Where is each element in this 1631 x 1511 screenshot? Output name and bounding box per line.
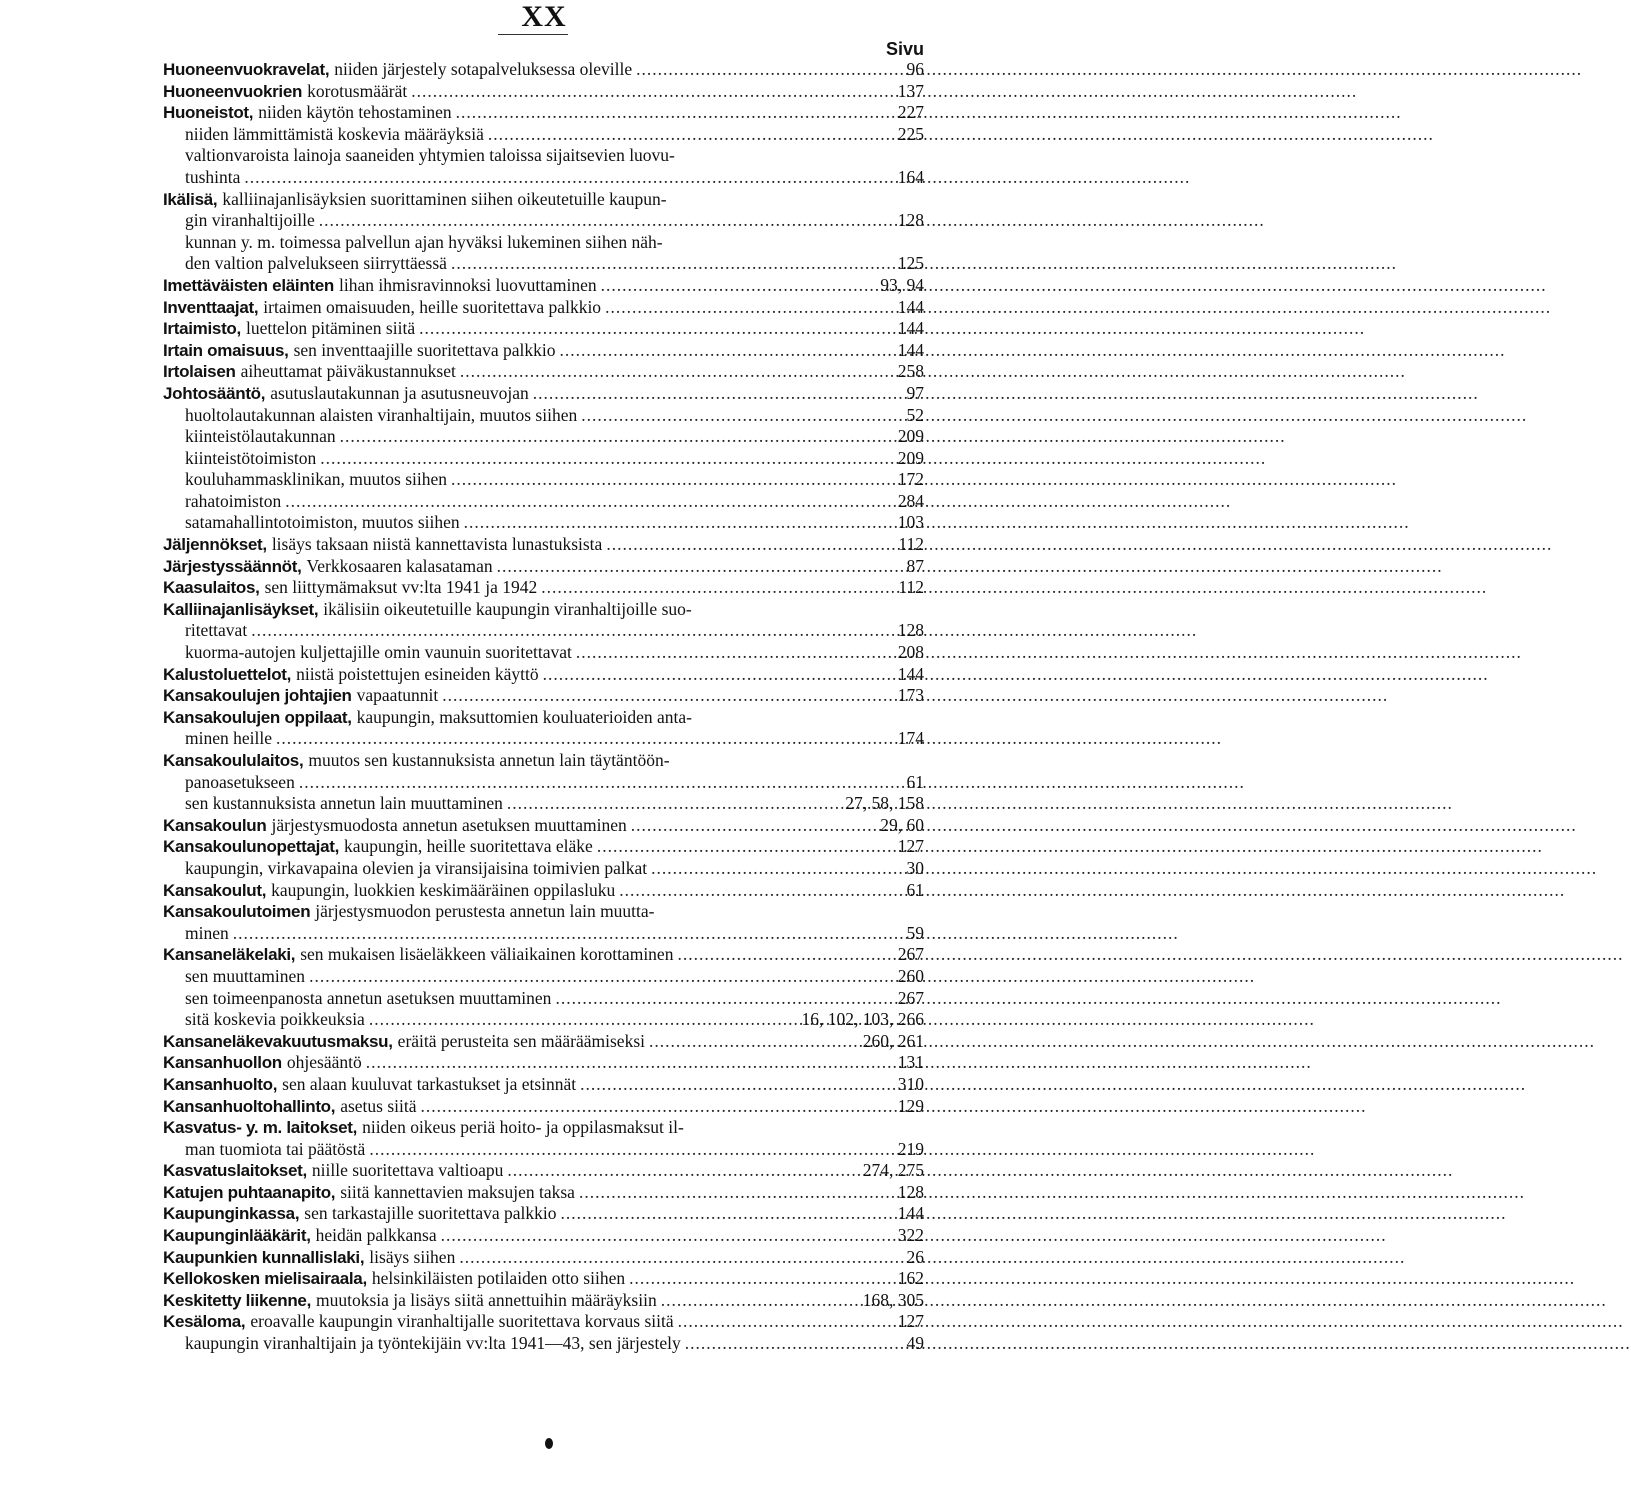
entry-pages: 284 (897, 490, 924, 511)
dot-leader (560, 1203, 893, 1225)
entry-term: Ikälisä, (163, 189, 218, 209)
index-entry (163, 1074, 924, 1096)
entry-pages: 172 (897, 469, 924, 490)
entry-term: Huoneistot, (163, 103, 254, 123)
index-subentry (163, 966, 924, 988)
index-entry (163, 1247, 924, 1269)
dot-leader (319, 210, 894, 232)
index-entry (163, 1268, 924, 1290)
index-entry (163, 577, 924, 599)
index-entry (163, 599, 924, 621)
entry-pages: 144 (897, 296, 924, 317)
entry-text: eroavalle kaupungin viranhaltijalle suoritettava korvaus siitä (250, 1311, 674, 1332)
dot-leader (685, 1333, 903, 1355)
entry-term: Kasvatuslaitokset, (163, 1161, 307, 1181)
entry-text: sen toimeenpanosta annetun asetuksen muuttaminen (185, 987, 552, 1008)
entry-text: sen tarkastajille suoritettava palkkio (304, 1203, 557, 1224)
index-entry-continuation (163, 167, 924, 189)
index-subentry (163, 793, 924, 815)
entry-pages: 129 (897, 1095, 924, 1116)
entry-text: ohjesääntö (286, 1052, 362, 1073)
dot-leader (369, 1009, 798, 1031)
index-subentry (163, 512, 924, 534)
index-entry (163, 836, 924, 858)
index-subentry (163, 858, 924, 880)
entry-pages: 162 (897, 1268, 924, 1289)
entry-pages: 310 (897, 1073, 924, 1094)
entry-term: Jäljennökset, (163, 535, 267, 555)
entry-text: asutuslautakunnan ja asutusneuvojan (270, 382, 529, 403)
dot-leader (497, 556, 903, 578)
index-entry (163, 944, 924, 966)
entry-pages: 322 (897, 1225, 924, 1246)
index-subentry (163, 1009, 924, 1031)
dot-leader (411, 81, 894, 103)
dot-leader (631, 815, 877, 837)
index-entry (163, 880, 924, 902)
entry-text: minen (185, 922, 229, 943)
dot-leader (309, 966, 894, 988)
index-entry-continuation (163, 923, 924, 945)
index-subentry (163, 988, 924, 1010)
entry-text: järjestysmuodosta annetun asetuksen muuttaminen (271, 814, 627, 835)
dot-leader (651, 858, 902, 880)
entry-text: tushinta (185, 166, 241, 187)
index-entry (163, 1031, 924, 1053)
entry-text: lihan ihmisravinnoksi luovuttaminen (339, 274, 597, 295)
entry-term: Kesäloma, (163, 1312, 246, 1332)
index-entries (163, 59, 924, 1355)
entry-term: Kansakoulujen johtajien (163, 686, 352, 706)
dot-leader (581, 405, 902, 427)
entry-pages: 103 (897, 512, 924, 533)
entry-text: ikälisiin oikeutetuille kaupungin viranhaltijoille suo- (323, 598, 692, 619)
entry-pages: 112 (898, 577, 924, 598)
index-entry-continuation (163, 210, 924, 232)
index-entry (163, 1117, 924, 1139)
entry-pages: 144 (897, 339, 924, 360)
entry-text: sen alaan kuuluvat tarkastukset ja etsinnät (282, 1073, 577, 1094)
dot-leader (533, 383, 903, 405)
ink-dot (545, 1438, 553, 1449)
entry-text: niiden käytön tehostaminen (258, 102, 452, 123)
entry-text: panoasetukseen (185, 771, 295, 792)
entry-text: sen inventtaajille suoritettava palkkio (293, 339, 556, 360)
dot-leader (601, 275, 877, 297)
entry-pages: 173 (897, 685, 924, 706)
entry-text: Verkkosaaren kalasataman (306, 555, 493, 576)
entry-pages: 59 (906, 922, 924, 943)
entry-term: Kansakoulujen oppilaat, (163, 707, 352, 727)
entry-pages: 26 (906, 1246, 924, 1267)
entry-pages: 61 (906, 771, 924, 792)
dot-leader (629, 1268, 894, 1290)
entry-pages: 144 (897, 663, 924, 684)
index-entry (163, 1160, 924, 1182)
entry-term: Kaasulaitos, (163, 578, 260, 598)
entry-text: aiheuttamat päiväkustannukset (240, 361, 456, 382)
index-entry (163, 1225, 924, 1247)
entry-term: Kansakoulunopettajat, (163, 837, 340, 857)
entry-pages: 128 (897, 1181, 924, 1202)
dot-leader (442, 685, 893, 707)
dot-leader (244, 167, 893, 189)
entry-pages: 16, 102, 103, 266 (801, 1009, 924, 1030)
index-entry (163, 901, 924, 923)
entry-text: kalliinajanlisäyksien suorittaminen siihen oikeutetuille kaupun- (222, 188, 667, 209)
entry-pages: 267 (897, 987, 924, 1008)
entry-term: Katujen puhtaanapito, (163, 1182, 336, 1202)
entry-text: asetus siitä (340, 1095, 417, 1116)
index-entry (163, 815, 924, 837)
entry-pages: 93, 94 (880, 274, 924, 295)
entry-text: kaupungin, luokkien keskimääräinen oppilasluku (271, 879, 616, 900)
entry-pages: 225 (897, 123, 924, 144)
entry-pages: 87 (906, 555, 924, 576)
entry-text: kaupungin, heille suoritettava eläke (344, 836, 593, 857)
entry-pages: 258 (897, 361, 924, 382)
dot-leader (451, 469, 894, 491)
entry-pages: 49 (906, 1333, 924, 1354)
entry-text: kuorma-autojen kuljettajille omin vaunuin suoritettavat (185, 642, 572, 663)
entry-term: Imettäväisten eläinten (163, 275, 335, 295)
entry-text: minen heille (185, 728, 272, 749)
entry-text: valtionvaroista lainoja saaneiden yhtymien taloissa sijaitsevien luovu- (185, 145, 675, 166)
index-entry (163, 1203, 924, 1225)
entry-text: gin viranhaltijoille (185, 210, 315, 231)
dot-leader (678, 1311, 894, 1333)
index-entry (163, 102, 924, 124)
entry-pages: 260 (897, 965, 924, 986)
index-entry (163, 297, 924, 319)
entry-term: Irtain omaisuus, (163, 340, 289, 360)
dot-leader (661, 1290, 859, 1312)
entry-term: Johtosääntö, (163, 383, 266, 403)
entry-text: järjestysmuodon perustesta annetun lain muutta- (315, 901, 655, 922)
entry-pages: 208 (897, 642, 924, 663)
dot-leader (276, 728, 894, 750)
entry-text: huoltolautakunnan alaisten viranhaltijain, muutos siihen (185, 404, 578, 425)
entry-term: Järjestyssäännöt, (163, 556, 302, 576)
entry-term: Kansaneläkevakuutusmaksu, (163, 1031, 393, 1051)
entry-term: Inventtaajat, (163, 297, 259, 317)
entry-term: Kansakoululaitos, (163, 751, 304, 770)
entry-text: niiden oikeus periä hoito- ja oppilasmaksut il- (362, 1117, 684, 1138)
entry-text: heidän palkkansa (315, 1225, 437, 1246)
entry-term: Kansanhuollon (163, 1053, 282, 1073)
dot-leader (507, 1160, 858, 1182)
dot-leader (605, 297, 894, 319)
index-entry (163, 685, 924, 707)
dot-leader (441, 1225, 894, 1247)
index-entry (163, 59, 924, 81)
entry-term: Kansanhuoltohallinto, (163, 1096, 336, 1116)
entry-pages: 219 (897, 1138, 924, 1159)
index-subentry (163, 124, 924, 146)
dot-leader (421, 1096, 894, 1118)
entry-pages: 209 (897, 447, 924, 468)
dot-leader (579, 1182, 894, 1204)
entry-text: niiden järjestely sotapalveluksessa oleville (334, 59, 633, 79)
entry-term: Kaupunginkassa, (163, 1204, 300, 1224)
entry-term: Kalustoluettelot, (163, 664, 292, 684)
entry-text: sen liittymämaksut vv:lta 1941 ja 1942 (264, 577, 538, 598)
dot-leader (619, 880, 902, 902)
index-entry-continuation (163, 253, 924, 275)
entry-pages: 131 (897, 1052, 924, 1073)
dot-leader (488, 124, 894, 146)
dot-leader (320, 448, 893, 470)
dot-leader (597, 836, 894, 858)
entry-pages: 30 (906, 857, 924, 878)
entry-text: ritettavat (185, 620, 248, 641)
entry-text: sen muuttaminen (185, 965, 306, 986)
dot-leader (606, 534, 894, 556)
index-entry (163, 275, 924, 297)
entry-text: kouluhammasklinikan, muutos siihen (185, 469, 447, 490)
entry-term: Irtaimisto, (163, 319, 241, 339)
entry-text: sitä koskevia poikkeuksia (185, 1009, 365, 1030)
dot-leader (636, 59, 902, 81)
entry-term: Kalliinajanlisäykset, (163, 599, 319, 619)
index-entry (163, 383, 924, 405)
entry-pages: 112 (898, 534, 924, 555)
entry-pages: 168, 305 (862, 1289, 924, 1310)
entry-pages: 127 (897, 836, 924, 857)
entry-text: satamahallintotoimiston, muutos siihen (185, 512, 460, 533)
entry-term: Kansakoulut, (163, 880, 267, 900)
entry-term: Huoneenvuokrien (163, 81, 303, 101)
entry-pages: 227 (897, 102, 924, 123)
entry-text: niille suoritettava valtioapu (311, 1160, 504, 1181)
entry-text: rahatoimiston (185, 490, 282, 511)
entry-pages: 127 (897, 1311, 924, 1332)
dot-leader (251, 620, 894, 642)
index-entry (163, 664, 924, 686)
page-number: XX (521, 0, 567, 33)
dot-leader (419, 318, 894, 340)
entry-term: Kasvatus- y. m. laitokset, (163, 1118, 358, 1138)
entry-text: man tuomiota tai päätöstä (185, 1138, 366, 1159)
index-subentry (163, 232, 924, 254)
entry-term: Kaupunginlääkärit, (163, 1226, 311, 1246)
dot-leader (560, 340, 894, 362)
entry-text: kaupungin, maksuttomien kouluaterioiden anta- (356, 706, 692, 727)
index-entry-continuation (163, 728, 924, 750)
index-entry (163, 361, 924, 383)
index-subentry (163, 491, 924, 513)
entry-pages: 128 (897, 620, 924, 641)
index-entry (163, 750, 924, 772)
index-entry (163, 318, 924, 340)
entry-pages: 274, 275 (862, 1160, 924, 1181)
entry-text: irtaimen omaisuuden, heille suoritettava palkkio (263, 296, 602, 317)
entry-pages: 128 (897, 210, 924, 231)
index-entry (163, 1311, 924, 1333)
entry-term: Irtolaisen (163, 362, 236, 382)
index-entry-continuation (163, 620, 924, 642)
dot-leader (340, 426, 894, 448)
entry-pages: 144 (897, 318, 924, 339)
index-entry-continuation (163, 772, 924, 794)
entry-term: Kellokosken mielisairaala, (163, 1269, 367, 1289)
entry-text: niistä poistettujen esineiden käyttö (296, 663, 539, 684)
entry-text: vapaatunnit (356, 685, 439, 706)
index-subentry (163, 426, 924, 448)
entry-text: eräitä perusteita sen määräämiseksi (397, 1030, 645, 1051)
dot-leader (649, 1031, 859, 1053)
index-subentry (163, 469, 924, 491)
entry-pages: 260, 261 (862, 1030, 924, 1051)
entry-text: luettelon pitäminen siitä (245, 318, 416, 339)
dot-leader (299, 772, 903, 794)
entry-term: Kansakoulun (163, 815, 267, 835)
entry-text: kaupungin, virkavapaina olevien ja viransijaisina toimivien palkat (185, 857, 648, 878)
dot-leader (677, 944, 893, 966)
index-subentry (163, 1333, 924, 1355)
entry-text: kiinteistölautakunnan (185, 426, 336, 447)
index-entry (163, 340, 924, 362)
dot-leader (233, 923, 903, 945)
dot-leader (459, 1247, 902, 1269)
index-entry (163, 1096, 924, 1118)
page-number-rule (498, 34, 568, 35)
index-entry (163, 707, 924, 729)
index-entry (163, 81, 924, 103)
entry-text: den valtion palvelukseen siirryttäessä (185, 253, 447, 274)
entry-text: sen kustannuksista annetun lain muuttaminen (185, 793, 503, 814)
index-entry (163, 189, 924, 211)
index-entry (163, 1290, 924, 1312)
entry-pages: 137 (897, 80, 924, 101)
entry-term: Kaupunkien kunnallislaki, (163, 1247, 365, 1267)
entry-text: lisäys taksaan niistä kannettavista lunastuksista (271, 534, 603, 555)
entry-pages: 209 (897, 426, 924, 447)
column-header-page: Sivu (885, 39, 924, 59)
dot-leader (541, 577, 894, 599)
index-subentry (163, 642, 924, 664)
entry-text: muutos sen kustannuksista annetun lain täytäntöön- (308, 750, 670, 770)
index-entry (163, 1052, 924, 1074)
entry-pages: 144 (897, 1203, 924, 1224)
entry-pages: 61 (906, 879, 924, 900)
entry-term: Keskitetty liikenne, (163, 1290, 312, 1310)
index-entry (163, 534, 924, 556)
entry-pages: 267 (897, 944, 924, 965)
index-entry (163, 1182, 924, 1204)
index-entry-continuation (163, 1139, 924, 1161)
index-subentry (163, 448, 924, 470)
entry-pages: 164 (897, 166, 924, 187)
entry-term: Huoneenvuokravelat, (163, 60, 330, 79)
index-subentry (163, 145, 924, 167)
dot-leader (580, 1074, 894, 1096)
dot-leader (460, 361, 894, 383)
index-subentry (163, 405, 924, 427)
dot-leader (369, 1139, 893, 1161)
entry-term: Kansanhuolto, (163, 1074, 278, 1094)
entry-term: Kansakoulutoimen (163, 902, 311, 922)
entry-pages: 125 (897, 253, 924, 274)
index-entry (163, 556, 924, 578)
entry-text: sen mukaisen lisäeläkkeen väliaikainen korottaminen (300, 944, 674, 965)
entry-text: siitä kannettavien maksujen taksa (340, 1181, 575, 1202)
dot-leader (507, 793, 841, 815)
entry-pages: 27, 58, 158 (845, 793, 924, 814)
dot-leader (576, 642, 894, 664)
entry-text: niiden lämmittämistä koskevia määräyksiä (185, 123, 484, 144)
dot-leader (543, 664, 894, 686)
dot-leader (464, 512, 894, 534)
entry-pages: 52 (906, 404, 924, 425)
entry-pages: 174 (897, 728, 924, 749)
entry-term: Kansaneläkelaki, (163, 945, 296, 965)
entry-pages: 29, 60 (880, 814, 924, 835)
entry-text: kunnan y. m. toimessa palvellun ajan hyväksi lukeminen siihen näh- (185, 231, 663, 252)
entry-pages: 97 (906, 382, 924, 403)
entry-text: kiinteistötoimiston (185, 447, 317, 468)
dot-leader (451, 253, 894, 275)
dot-leader (555, 988, 893, 1010)
entry-text: lisäys siihen (369, 1246, 456, 1267)
dot-leader (456, 102, 894, 124)
entry-text: muutoksia ja lisäys siitä annettuihin määräyksiin (316, 1289, 657, 1310)
entry-text: helsinkiläisten potilaiden otto siihen (371, 1268, 626, 1289)
dot-leader (285, 491, 894, 513)
entry-text: kaupungin viranhaltijain ja työntekijäin vv:lta 1941—43, sen järjestely (185, 1333, 681, 1354)
dot-leader (366, 1052, 894, 1074)
entry-text: korotusmäärät (307, 80, 408, 101)
entry-pages: 96 (906, 59, 924, 79)
